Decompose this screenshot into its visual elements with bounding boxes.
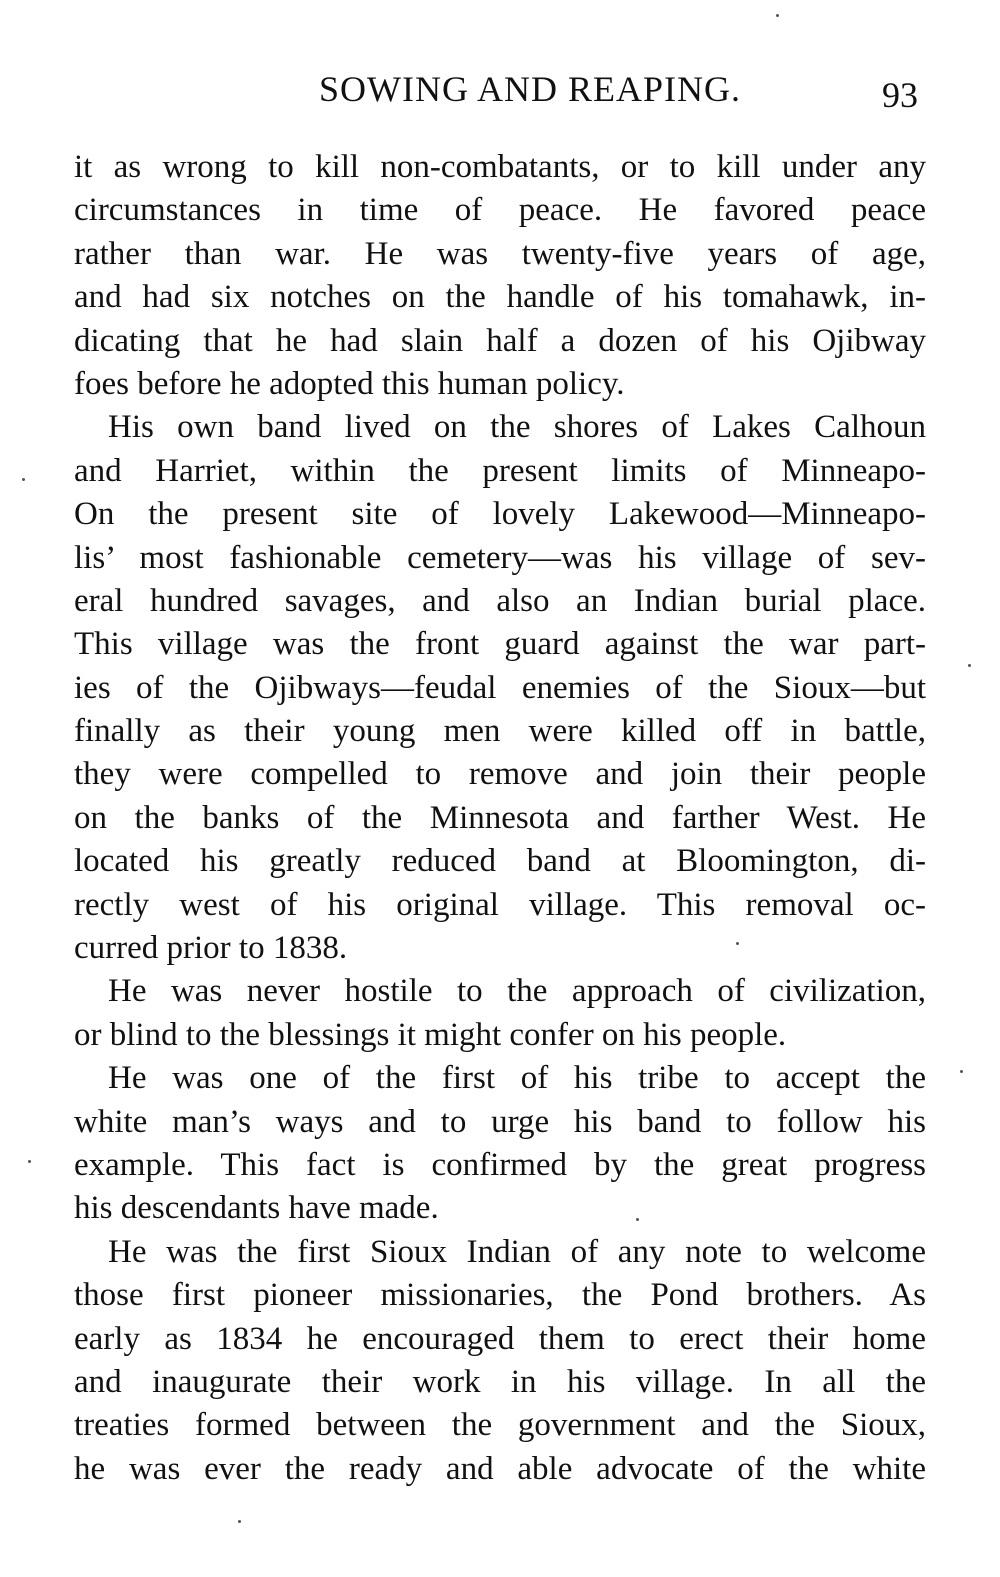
text-line: his descendants have made. <box>74 1190 439 1227</box>
text-line: it as wrong to kill non-combatants, or to kill under any <box>74 149 926 185</box>
text-line: and Harriet, within the present limits of Minneapo- <box>74 452 926 489</box>
scan-speck <box>776 14 779 17</box>
text-line: example. This fact is confirmed by the great progress <box>74 1146 926 1183</box>
text-line: treaties formed between the government and the Sioux, <box>74 1407 926 1444</box>
text-line: finally as their young men were killed off in battle, <box>74 713 926 750</box>
text-line: circumstances in time of peace. He favored peace <box>74 192 926 229</box>
text-line: they were compelled to remove and join their people <box>74 756 926 793</box>
text-line: curred prior to 1838. <box>74 930 348 967</box>
body-text <box>74 146 926 1491</box>
text-line: lis’ most fashionable cemetery—was his village of sev- <box>74 539 926 576</box>
text-line: and inaugurate their work in his village. In all the <box>74 1363 926 1400</box>
text-line: those first pioneer missionaries, the Pond brothers. As <box>74 1277 926 1314</box>
text-line: and had six notches on the handle of his tomahawk, in- <box>74 279 926 316</box>
text-line: He was the first Sioux Indian of any note to welcome <box>108 1233 926 1270</box>
text-line: located his greatly reduced band at Bloomington, di- <box>74 843 926 880</box>
text-line: This village was the front guard against the war part- <box>74 626 926 663</box>
scan-speck <box>960 1070 963 1073</box>
text-line: early as 1834 he encouraged them to erect their home <box>74 1320 926 1357</box>
text-line: rather than war. He was twenty-five years of age, <box>74 235 926 272</box>
text-line: foes before he adopted this human policy. <box>74 365 625 402</box>
text-line: white man’s ways and to urge his band to follow his <box>74 1103 926 1140</box>
text-line: ies of the Ojibways—feudal enemies of the Sioux—but <box>74 669 926 706</box>
text-line: dicating that he had slain half a dozen of his Ojibway <box>74 322 926 359</box>
text-line: He was never hostile to the approach of civilization, <box>108 973 926 1010</box>
text-line: eral hundred savages, and also an Indian burial place. <box>74 582 926 619</box>
scan-speck <box>968 664 971 667</box>
text-line: on the banks of the Minnesota and farther West. He <box>74 799 926 836</box>
page-number: 93 <box>882 75 918 115</box>
scan-speck <box>636 1218 639 1221</box>
scan-speck <box>736 942 739 945</box>
text-line: or blind to the blessings it might confer on his people. <box>74 1016 787 1053</box>
text-line: he was ever the ready and able advocate of the white <box>74 1450 926 1487</box>
running-title: SOWING AND REAPING. <box>319 69 741 109</box>
text-line: His own band lived on the shores of Lakes Calhoun <box>108 409 926 446</box>
scan-speck <box>238 1520 241 1523</box>
text-line: On the present site of lovely Lakewood—Minneapo- <box>74 496 926 533</box>
text-line: rectly west of his original village. This removal oc- <box>74 886 926 923</box>
running-head <box>70 68 930 118</box>
text-line: He was one of the first of his tribe to accept the <box>108 1060 926 1097</box>
scan-speck <box>28 1160 31 1163</box>
scan-speck <box>22 478 25 481</box>
